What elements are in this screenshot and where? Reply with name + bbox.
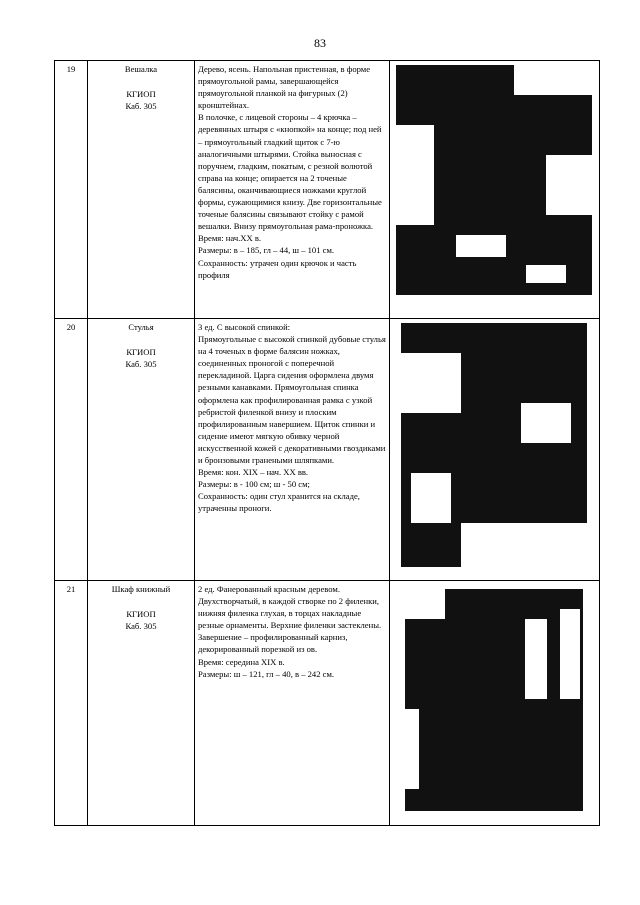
description-paragraph: Прямоугольные с высокой спинкой дубовые стулья на 4 точеных в форме балясин ножках, соединенных проногой с поперечной перекладиной. Царга сидения оформлена двумя резными канавками. Прямоугольная спинка оформлена как профилированная рамка с узкой ребристой филенкой внизу и плоским профилированным навершием. Щиток спинки и сидение имеют мягкую обивку черной искусственной кожей с декоративными гвоздиками и бронзовыми гранеными шляпками.	[198, 334, 386, 466]
page-number: 83	[314, 36, 326, 50]
item-description	[195, 319, 390, 581]
table-row	[55, 581, 600, 826]
description-paragraph: В полочке, с лицевой стороны – 4 крючка – деревянных штыря с «кнопкой» на конце; под ней – прямоугольный гладкий щиток с 7-ю аналогичными штырями. Стойка выносная с поручнем, гладким, покатым, с резной волютой справа на конце; опирается на 2 точеные балясины, оканчивающиеся ножками круглой формы, сужающимися книзу. Две горизонтальные точеные балясины связывают стойку с рамой вешалки. Внизу прямоугольная рама-проножка.	[198, 112, 382, 232]
item-organization: КГИОП	[126, 89, 156, 100]
description-condition: Сохранность: утрачен один крючок и часть профиля	[198, 257, 357, 280]
table-row	[55, 319, 600, 581]
chairs-photo	[401, 323, 587, 567]
item-name: Шкаф книжный	[111, 584, 171, 594]
item-number: 20	[55, 319, 88, 581]
description-paragraph: 3 ед. С высокой спинкой:	[198, 322, 291, 332]
description-size: Размеры: в – 185, гл – 44, ш – 101 см.	[198, 245, 335, 256]
item-name: Стулья	[128, 322, 154, 332]
item-name-cell	[88, 581, 195, 826]
item-photo-cell	[390, 581, 600, 826]
item-photo-cell	[390, 319, 600, 581]
description-time: Время: нач.XX в.	[198, 233, 262, 244]
table-row	[55, 61, 600, 319]
item-description	[195, 61, 390, 319]
item-photo-cell	[390, 61, 600, 319]
item-organization: КГИОП	[126, 609, 156, 620]
item-number: 21	[55, 581, 88, 826]
description-paragraph: 2 ед. Фанерованный красным деревом. Двухстворчатый, в каждой створке по 2 филенки, нижняя филенка глухая, в торцах накладные резные орнаменты. Верхние филенки застеклены.	[198, 584, 382, 631]
item-name: Вешалка	[124, 64, 158, 74]
description-paragraph: Дерево, ясень. Напольная пристенная, в форме прямоугольной рамы, завершающейся прямоугольной планкой на фигурных (2) кронштейнах.	[198, 64, 371, 111]
bookcase-photo	[405, 589, 583, 811]
item-room: Каб. 305	[125, 359, 157, 370]
description-time: Время: середина XIX в.	[198, 656, 285, 667]
description-time: Время: кон. XIX – нач. XX вв.	[198, 467, 309, 478]
item-name-cell	[88, 319, 195, 581]
description-paragraph: Завершение – профилированный карниз, декорированный порезкой из ов.	[198, 632, 348, 655]
coat-rack-photo	[396, 65, 592, 295]
item-description	[195, 581, 390, 826]
item-organization: КГИОП	[126, 347, 156, 358]
item-number: 19	[55, 61, 88, 319]
description-size: Размеры: ш – 121, гл – 40, в – 242 см.	[198, 668, 335, 679]
item-name-cell	[88, 61, 195, 319]
inventory-table	[54, 60, 600, 826]
item-room: Каб. 305	[125, 621, 157, 632]
description-condition: Сохранность: один стул хранится на складе, утраченны проноги.	[198, 491, 360, 514]
description-size: Размеры: в - 100 см; ш - 50 см;	[198, 479, 310, 490]
item-room: Каб. 305	[125, 101, 157, 112]
